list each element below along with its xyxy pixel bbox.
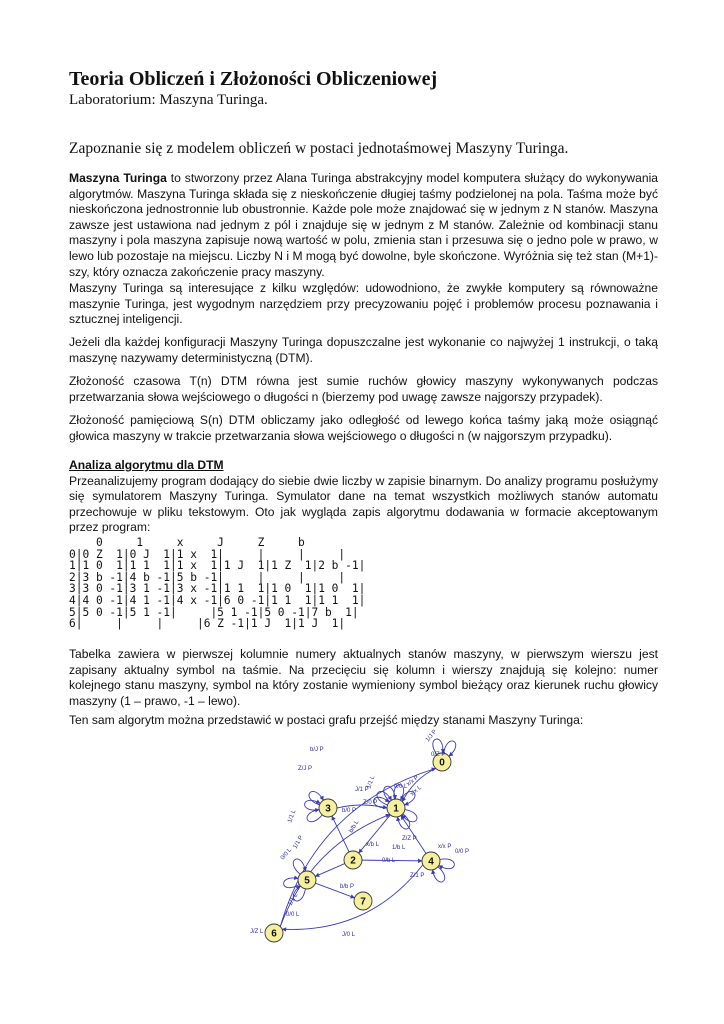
loop-edge-12: [439, 859, 455, 869]
state-node-label-5: 5: [304, 875, 310, 887]
edge-label: 1/1 P: [292, 834, 305, 850]
edge-label: 0/Z P: [431, 752, 446, 758]
edge-label: x/x P: [438, 844, 452, 850]
paragraph-text: to stworzony przez Alana Turinga abstrakcyjny model komputera służący do wykonywania algorytmów. Maszyna Turinga składa się z nieskończenie długiej taśmy podzielonej na pola. Taśma może być nieskończona jednostronnie lub obustronnie. Każde pole może znajdować się w jednym z N stanów. Maszyna zawsze jest ustawiona nad jednym z pól i znajduje się w jednym z M stanów. Zależnie od kombinacji stanu maszyny i pola maszyna zapisuje nową wartość w polu, zmienia stan i przesuwa się o jedno pole w prawo, w lewo lub pozostaje na miejscu. Liczby N i M mogą być dowolne, byle skończone. Wyróżnia się też stan (M+1)-szy, który oznacza zakończenie pracy maszyny.: [69, 171, 658, 279]
term-maszyna-turinga: Maszyna Turinga: [69, 171, 167, 185]
edge-label: x/b L: [366, 842, 380, 848]
program-transition-table: 0 1 x J Z b 0|0 Z 1|0 J 1|1 x 1| | | | 1|1 0 1|1 1 1|1 x 1|1 J 1|1 Z 1|2 b -1| 2|3 b -1|4 b -1|5 b -1| | | | 3|3 0 -1|3 1 -1|3 x -1|1 1 1|1 0 1|1 0 1| 4|4 0 -1|4 1 -1|4 x -1|6 0 -1|1 1 1|1 1 1| 5|5 0 -1|5 1 -1| |5 1 -1|5 0 -1|7 b 1| 6| | | |6 Z -1|1 J 1|1 J 1|: [69, 536, 366, 631]
state-node-label-0: 0: [439, 757, 445, 769]
edge-label: Z/1 P: [410, 873, 425, 879]
document-title: Teoria Obliczeń i Złożoności Obliczeniowej: [69, 68, 438, 90]
edge-label: 1/1 L: [287, 892, 300, 907]
edge-label: J/1 P: [355, 787, 369, 793]
edge-label: 1/b L: [392, 845, 406, 851]
analysis-heading: Analiza algorytmu dla DTM: [69, 458, 224, 472]
edge-label: 0/0 L: [286, 912, 300, 918]
edge-label: b/0 P: [342, 808, 357, 814]
state-node-label-6: 6: [271, 928, 277, 940]
edge-label: Z/J P: [298, 766, 313, 772]
edge-label: 0/b L: [382, 858, 396, 864]
edge-label: x/x L: [409, 784, 423, 798]
edge-label: x/x P: [405, 775, 421, 788]
edge-label: 1/1 L: [366, 775, 377, 790]
edge-label: b/b P: [340, 884, 355, 890]
document-subtitle: Laboratorium: Maszyna Turinga.: [69, 92, 268, 108]
paragraph-time-complexity: Złożoność czasowa T(n) DTM równa jest sumie ruchów głowicy maszyny wykonywanych podczas przetwarzania słowa wejściowego o długości n (bierzemy pod uwagę zawsze najgorszy przypadek).: [69, 374, 658, 404]
edge-label: 0/0 P: [455, 849, 470, 855]
edge-label: Z/Z P: [402, 836, 417, 842]
edge-label: b/J P: [310, 747, 324, 753]
loop-edge-10: [305, 800, 321, 810]
paragraph-turing-definition: [69, 171, 658, 280]
edge-2-5: [315, 864, 344, 877]
paragraph-space-complexity: Złożoność pamięciową S(n) DTM obliczamy jako odległość od lewego końca taśmy jaką może osiągnąć głowica maszyny w trakcie przetwarzania słowa wejściowego o długości n (w najgorszym przypadku).: [69, 413, 658, 443]
state-node-label-2: 2: [350, 855, 356, 867]
paragraph-graph-intro: Ten sam algorytm można przedstawić w postaci grafu przejść między stanami Maszyny Turinga:: [69, 713, 584, 727]
analysis-text: Przeanalizujemy program dodający do siebie dwie liczby w zapisie binarnym. Do analizy programu posłużymy się symulatorem Maszyny Turinga. Symulator dane na temat wszystkich możliwych stanów automatu przechowuje w pliku tekstowym. Oto jak wygląda zapis algorytmu dodawania w formacie akceptowanym przez program:: [69, 473, 658, 535]
paragraph-interest: Maszyny Turinga są interesujące z kilku względów: udowodniono, że zwykłe komputery są równoważne maszynie Turinga, jest wygodnym narzędziem przy precyzowaniu pojęć i problemów procesu poznawania i sztucznej inteligencji.: [69, 281, 658, 327]
state-node-label-3: 3: [325, 803, 331, 815]
edge-label: J/0 L: [342, 932, 356, 938]
edge-label: 0/0 L: [394, 784, 408, 790]
state-node-label-4: 4: [428, 856, 434, 868]
state-transition-graph: [232, 728, 472, 948]
section-heading: Zapoznanie się z modelem obliczeń w postaci jednotaśmowej Maszyny Turinga.: [69, 140, 569, 157]
edge-label: 1/J P: [424, 728, 439, 744]
state-node-label-7: 7: [360, 896, 366, 908]
state-node-label-1: 1: [393, 803, 399, 815]
analysis-section: [69, 458, 658, 536]
paragraph-table-description: Tabelka zawiera w pierwszej kolumnie numery aktualnych stanów maszyny, w pierwszym wierszu jest zapisany aktualny symbol na taśmie. Na przecięciu się kolumn i wierszy znajdują się kolejno: numer kolejnego stanu maszyny, symbol na który zostanie wymieniony symbol bieżący oraz kierunek ruchu głowicy maszyny (1 – prawo, -1 – lewo).: [69, 647, 658, 708]
edge-label: b/b L: [348, 819, 361, 834]
edge-label: J/Z L: [250, 929, 264, 935]
edge-label: 1/1 L: [287, 809, 298, 824]
edge-label: 0/0 L: [279, 847, 294, 862]
edge-label: Z/0 P: [363, 800, 378, 806]
paragraph-dtm: Jeżeli dla każdej konfiguracji Maszyny Turinga dopuszczalne jest wykonanie co najwyżej 1 instrukcji, o taką maszynę nazywamy deterministyczną (DTM).: [69, 335, 658, 365]
